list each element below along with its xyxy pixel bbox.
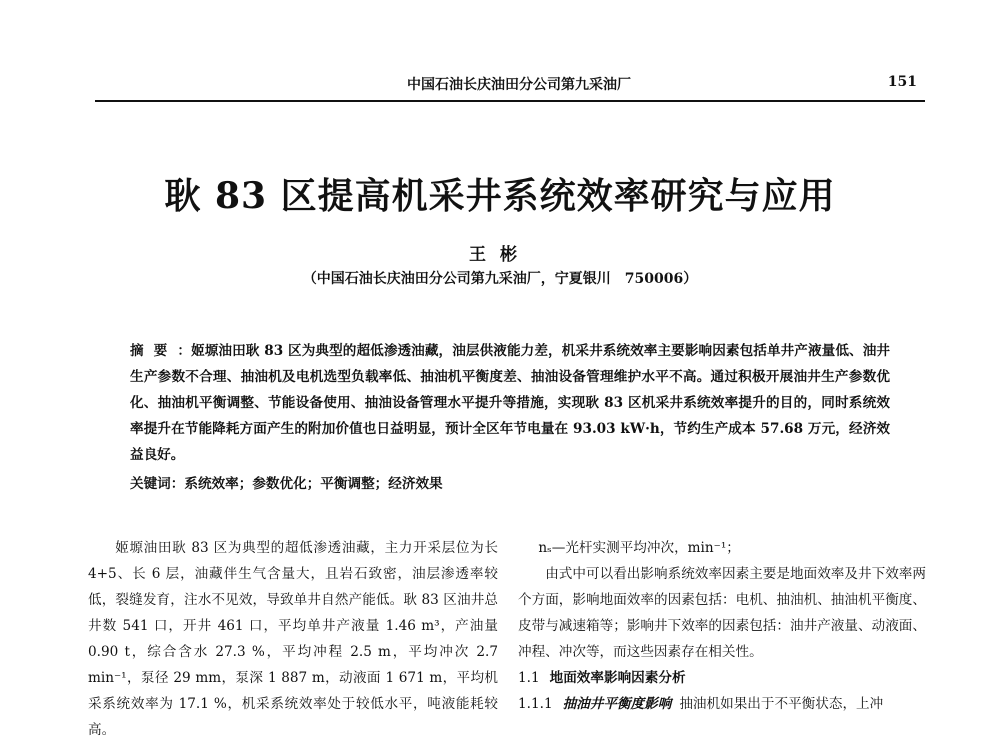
page-number: 151 [887,74,917,90]
symbol-definition: nₛ—光杆实测平均冲次，min⁻¹； [538,540,740,556]
keywords-text: 系统效率；参数优化；平衡调整；经济效果 [184,476,443,492]
keywords-label: 关键词： [130,476,185,492]
running-header [95,72,925,102]
subsection-text: 抽油机如果出于不平衡状态，上冲 [679,696,884,712]
body-left-column [88,535,498,743]
journal-name: 中国石油长庆油田分公司第九采油厂 [407,77,631,93]
section-title: 地面效率影响因素分析 [549,670,686,686]
body-right-column [518,535,926,717]
factor-paragraph: 由式中可以看出影响系统效率因素主要是地面效率及井下效率两个方面，影响地面效率的因素包括：电机、抽油机、抽油机平衡度、皮带与减速箱等；影响井下效率的因素包括：油井产液量、动液面、冲程、冲次等，而这些因素存在相关性。 [518,566,926,660]
section-heading [518,665,926,691]
abstract-text: 姬塬油田耿 83 区为典型的超低渗透油藏，油层供液能力差，机采井系统效率主要影响因素包括单井产液量低、油井生产参数不合理、抽油机及电机选型负载率低、抽油机平衡度差、抽油设备管理维护水平不高。通过积极开展油井生产参数优化、抽油机平衡调整、节能设备使用、抽油设备管理水平提升等措施，实现耿 83 区机采井系统效率提升的目的，同时系统效率提升在节能降耗方面产生的附加价值也日益明显，预计全区年节电量在 93.03 kW·h，节约生产成本 57.68 万元，经济效益良好。 [130,343,891,463]
subsection-title: 抽油井平衡度影响 [562,696,672,712]
author-affiliation: （中国石油长庆油田分公司第九采油厂，宁夏银川 750006） [302,271,698,287]
intro-paragraph: 姬塬油田耿 83 区为典型的超低渗透油藏，主力开采层位为长 4+5、长 6 层，油藏伴生气含量大，且岩石致密，油层渗透率较低，裂缝发育，注水不见效，导致单井自然产能低。耿 83 区油井总井数 541 口，开井 461 口，平均单井产液量 1.46 m³，产油量 0.90 t，综合含水 27.3 %，平均冲程 2.5 m，平均冲次 2.7 min⁻¹，泵径 29 mm，泵深 1 887 m，动液面 1 671 m，平均机采系统效率为 17.1 %，机采系统效率处于较低水平，吨液能耗较高。 [88,540,498,738]
paper-title: 耿 83 区提高机采井系统效率研究与应用 [164,175,836,217]
author-name: 王彬 [469,245,531,265]
subsection-number: 1.1.1 [518,696,553,712]
section-number: 1.1 [518,670,540,686]
abstract: 摘要：姬塬油田耿 83 区为典型的超低渗透油藏，油层供液能力差，机采井系统效率主要影响因素包括单井产液量低、油井生产参数不合理、抽油机及电机选型负载率低、抽油机平衡度差、抽油设备管理维护水平不高。通过积极开展油井生产参数优化、抽油机平衡调整、节能设备使用、抽油设备管理水平提升等措施，实现耿 83 区机采井系统效率提升的目的，同时系统效率提升在节能降耗方面产生的附加价值也日益明显，预计全区年节电量在 93.03 kW·h，节约生产成本 57.68 万元，经济效益良好。 [130,343,891,463]
keywords [130,471,890,497]
subsection-paragraph [518,691,926,717]
abstract-label: 摘要 [130,343,178,359]
